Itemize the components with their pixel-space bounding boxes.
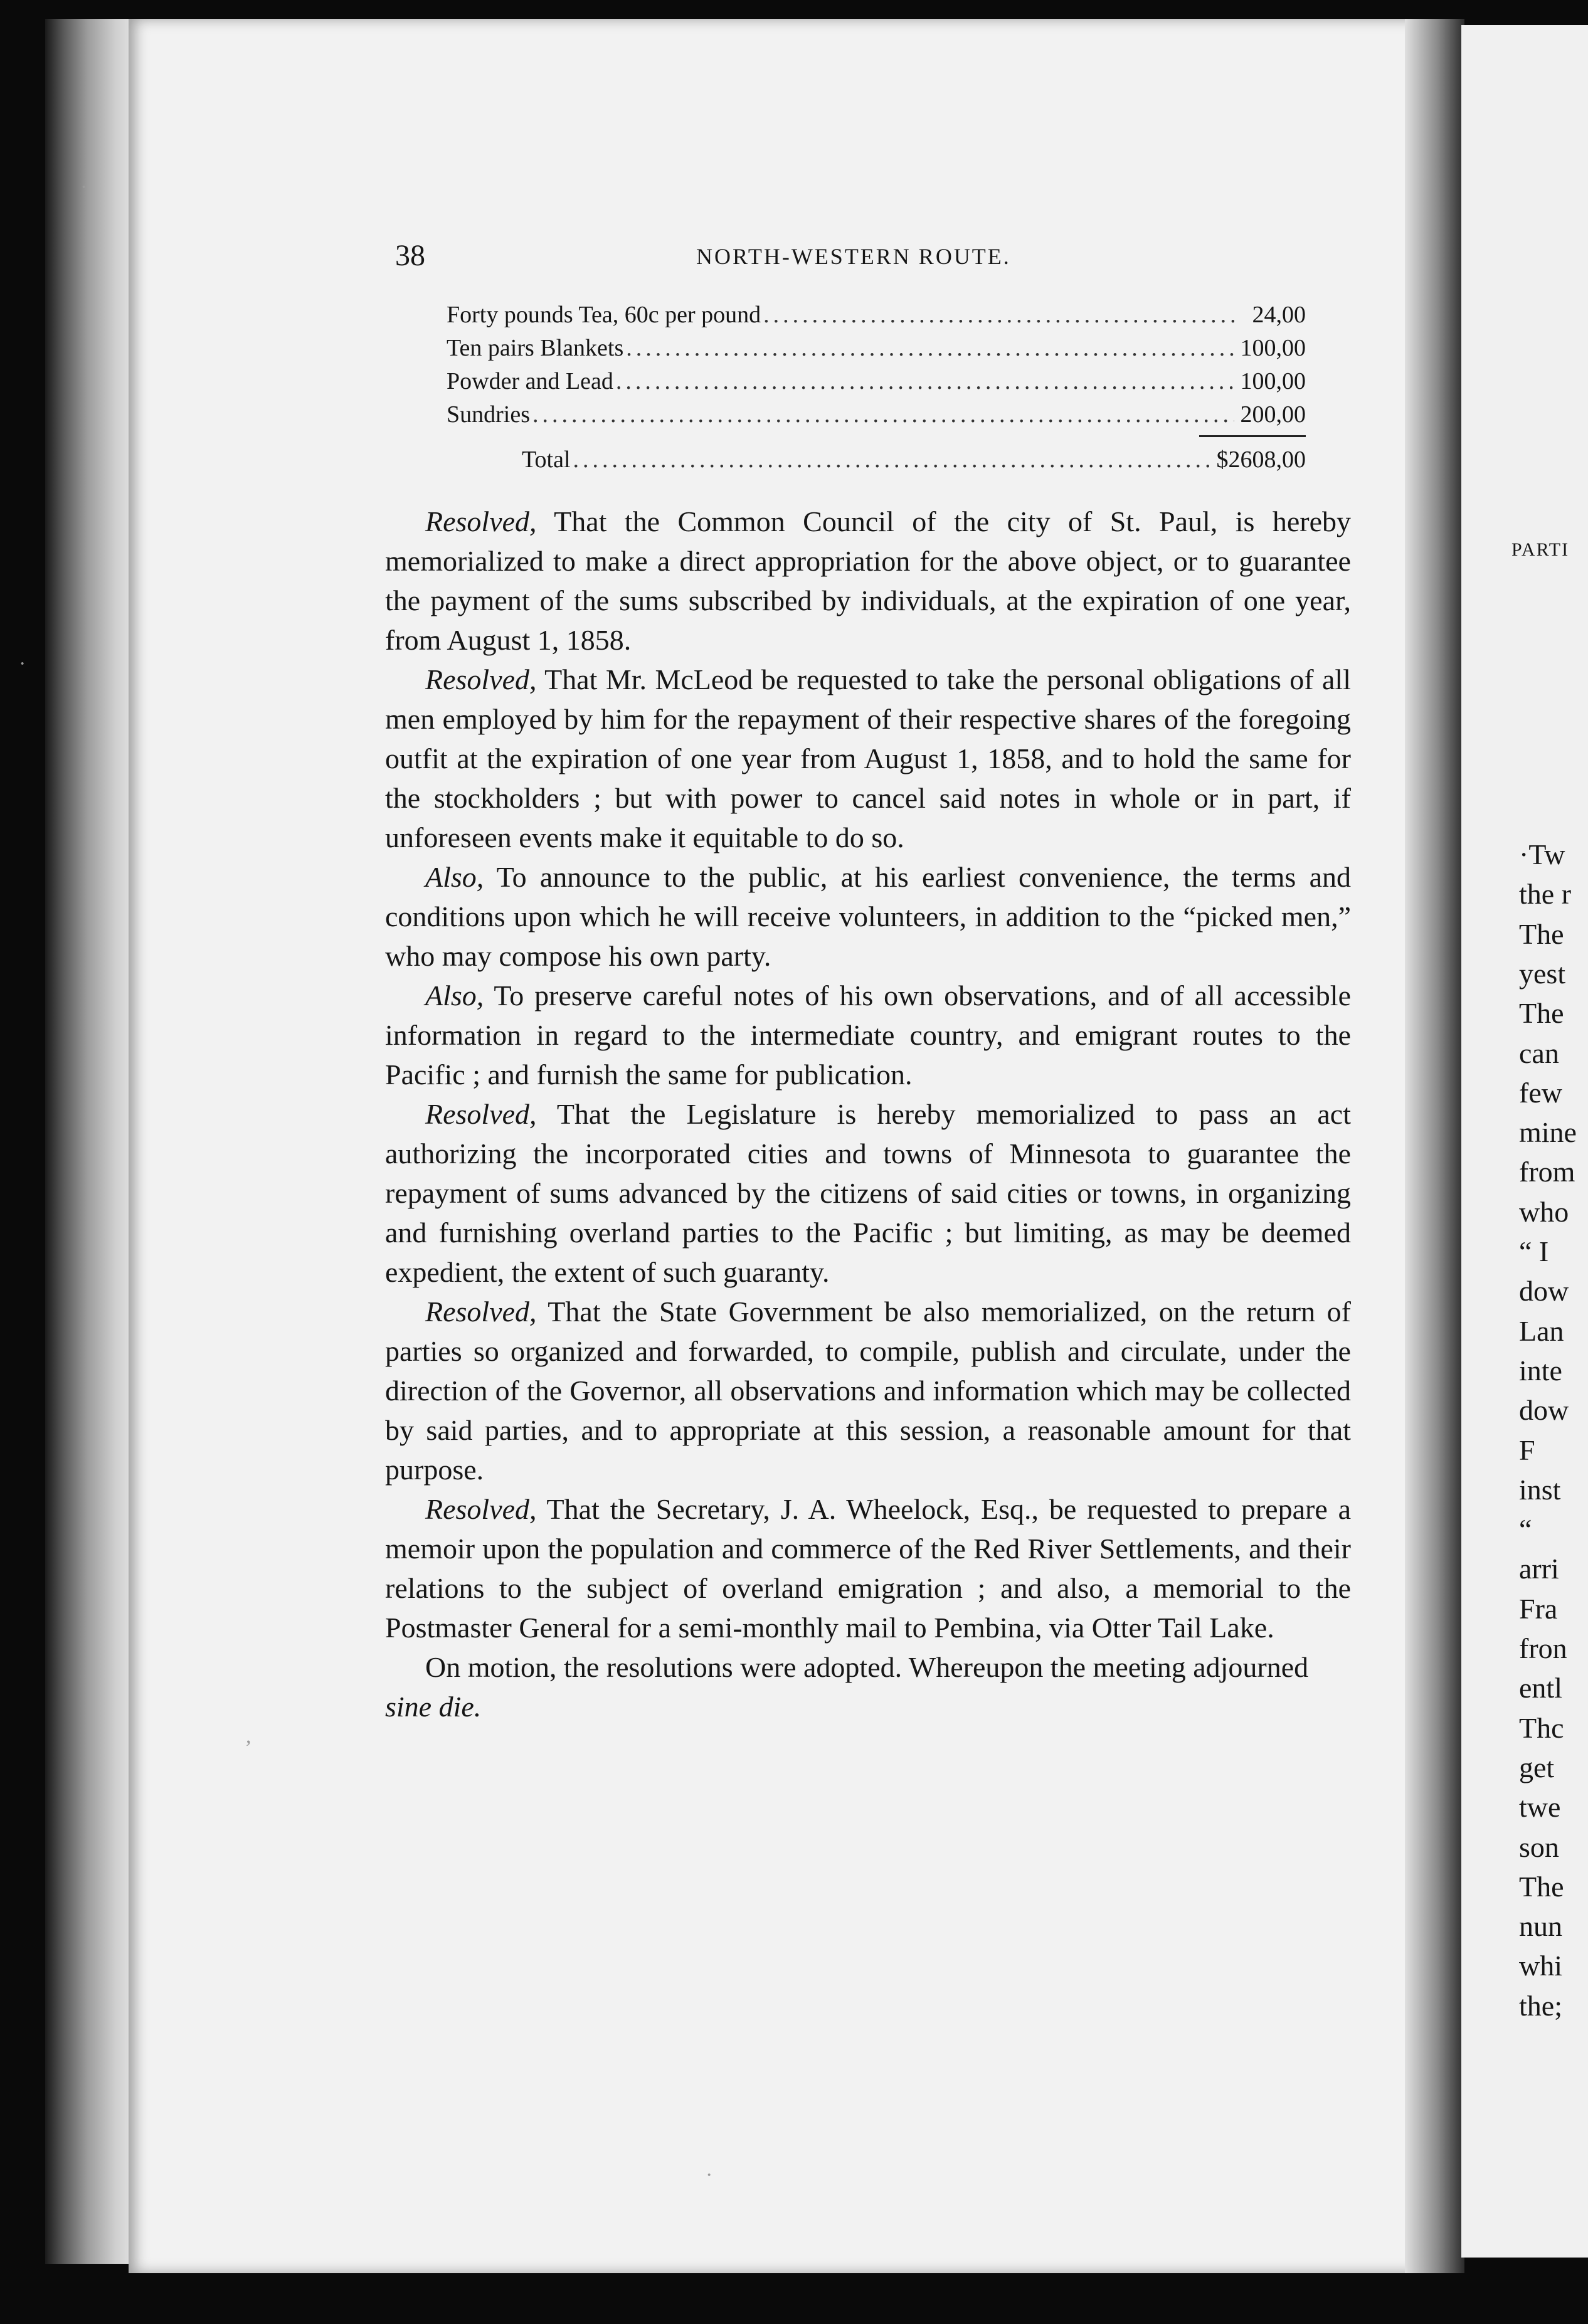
adjacent-page-line: nun [1519, 1910, 1562, 1943]
ledger-item-label: Sundries [447, 401, 530, 428]
adjacent-page-line: who [1519, 1195, 1569, 1228]
ledger-row [447, 401, 1306, 434]
paragraph-text: That the Legislature is hereby memorialized to pass an act authorizing the incorporated cities and towns of Minnesota to guarantee the repayment of sums advanced by the citizens of said cities or towns, in organizing and furnishing overland parties to the Pacific ; but limiting, as may be deemed expedient, the extent of such guaranty. [385, 1098, 1351, 1288]
paragraph-lead: Also, [425, 980, 484, 1011]
adjacent-page-line: fron [1519, 1632, 1567, 1664]
leader-dots [763, 301, 1234, 329]
closing-italic: sine die. [385, 1691, 482, 1723]
closing-paragraph [385, 1647, 1351, 1726]
sum-rule [1199, 435, 1306, 437]
adjacent-page-line: twe [1519, 1791, 1561, 1824]
paragraph-text: That Mr. McLeod be requested to take the personal obligations of all men employed by him for the repayment of their respective shares of the foregoing outfit at the expiration of one year from August 1, 1858, and to hold the same for the stockholders ; but with power to cancel said notes in whole or in part, if unforeseen events make it equitable to do so. [385, 663, 1351, 853]
book-spine-edge [45, 19, 139, 2264]
adjacent-page-line: yest [1519, 957, 1566, 990]
page-gutter [1405, 19, 1464, 2273]
adjacent-page-line: get [1519, 1751, 1555, 1783]
ledger-item-label: Powder and Lead [447, 368, 613, 394]
leader-dots [573, 446, 1214, 473]
adjacent-page-line: “ I [1519, 1235, 1549, 1267]
leader-dots [616, 367, 1234, 395]
adjacent-page-line: whi [1519, 1950, 1562, 1982]
leader-dots [626, 334, 1234, 362]
adjacent-page-line: entl [1519, 1672, 1562, 1704]
adjacent-page-line: The [1519, 1870, 1564, 1903]
margin-speck: · [80, 176, 88, 199]
paragraph-text: To announce to the public, at his earliest convenience, the terms and conditions upon which he will receive volunteers, in addition to the “picked men,” who may compose his own party. [385, 861, 1351, 972]
adjacent-page-line: ·Tw [1519, 838, 1565, 870]
adjacent-page-line: inte [1519, 1354, 1562, 1386]
adjacent-page-line: arri [1519, 1553, 1559, 1585]
ledger-item-amount: 24,00 [1252, 302, 1306, 328]
body-text [385, 502, 1351, 1726]
ledger-row [447, 367, 1306, 401]
adjacent-page-line: The [1519, 997, 1564, 1030]
adjacent-page-line: few [1519, 1076, 1562, 1109]
adjacent-page-line: son [1519, 1830, 1559, 1863]
paragraph-lead: Resolved, [425, 663, 537, 695]
ledger-item-amount: 100,00 [1240, 335, 1306, 361]
resolution-paragraph [385, 660, 1351, 857]
adjacent-page-line: dow [1519, 1394, 1569, 1427]
ledger-item-amount: 200,00 [1240, 401, 1306, 428]
resolution-paragraph [385, 1094, 1351, 1292]
resolution-paragraph [385, 857, 1351, 976]
paragraph-text: That the Common Council of the city of St. Paul, is hereby memorialized to make a direct appropriation for the above object, or to guarantee the payment of the sums subscribed by individuals, at the expiration of one year, from August 1, 1858. [385, 505, 1351, 656]
adjacent-page-line: the r [1519, 878, 1572, 911]
ledger-row [447, 301, 1306, 334]
adjacent-page-line: “ [1519, 1513, 1532, 1546]
ledger-item-amount: 100,00 [1240, 368, 1306, 394]
adjacent-page-line: The [1519, 917, 1564, 950]
adjacent-page-line: Fra [1519, 1592, 1558, 1625]
ledger-item-label: Forty pounds Tea, 60c per pound [447, 302, 761, 328]
ledger-item-label: Ten pairs Blankets [447, 335, 624, 361]
resolution-paragraph [385, 1292, 1351, 1489]
adjacent-page-line: Lan [1519, 1314, 1564, 1347]
adjacent-page-line: inst [1519, 1473, 1561, 1506]
adjacent-page-line: mine [1519, 1116, 1577, 1149]
ledger-total-row [447, 446, 1306, 479]
paragraph-text: That the State Government be also memorialized, on the return of parties so organized and forwarded, to compile, publish and circulate, under the direction of the Governor, all observations and information which may be collected by said parties, and to appropriate at this session, a reasonable amount for that purpose. [385, 1296, 1351, 1486]
adjacent-page-heading: PARTI [1511, 539, 1570, 560]
adjacent-page-line: F [1519, 1434, 1535, 1466]
paragraph-lead: Resolved, [425, 1493, 537, 1525]
adjacent-page-line: can [1519, 1037, 1559, 1069]
adjacent-page-fragment [1461, 25, 1588, 2258]
leader-dots [532, 401, 1234, 428]
ledger-row [447, 334, 1306, 367]
resolution-paragraph [385, 502, 1351, 660]
expense-ledger [447, 301, 1306, 479]
paragraph-text: To preserve careful notes of his own observations, and of all accessible information in regard to the intermediate country, and emigrant routes to the Pacific ; and furnish the same for publication. [385, 980, 1351, 1091]
margin-speck: , [246, 1725, 251, 1748]
paragraph-lead: Resolved, [425, 505, 537, 537]
adjacent-page-line: from [1519, 1156, 1575, 1188]
ledger-total-label: Total [522, 446, 571, 473]
page-number: 38 [395, 239, 425, 272]
paragraph-lead: Resolved, [425, 1098, 537, 1130]
resolution-paragraph [385, 1489, 1351, 1647]
paragraph-lead: Resolved, [425, 1296, 537, 1328]
running-header [395, 238, 1305, 276]
margin-speck: · [19, 652, 26, 675]
closing-text: On motion, the resolutions were adopted. Whereupon the meeting adjourned [425, 1651, 1309, 1683]
margin-speck: · [706, 2163, 713, 2187]
running-title: NORTH-WESTERN ROUTE. [696, 244, 1011, 269]
resolution-paragraph [385, 976, 1351, 1094]
adjacent-page-line: Thc [1519, 1711, 1564, 1744]
adjacent-page-line: dow [1519, 1275, 1569, 1307]
ledger-total-amount: $2608,00 [1216, 446, 1306, 473]
paragraph-text: That the Secretary, J. A. Wheelock, Esq., be requested to prepare a memoir upon the population and commerce of the Red River Settlements, and their relations to the subject of overland emigration ; and also, a memorial to the Postmaster General for a semi-monthly mail to Pembina, via Otter Tail Lake. [385, 1493, 1351, 1644]
paragraph-lead: Also, [425, 861, 484, 893]
adjacent-page-line: the; [1519, 1989, 1562, 2022]
